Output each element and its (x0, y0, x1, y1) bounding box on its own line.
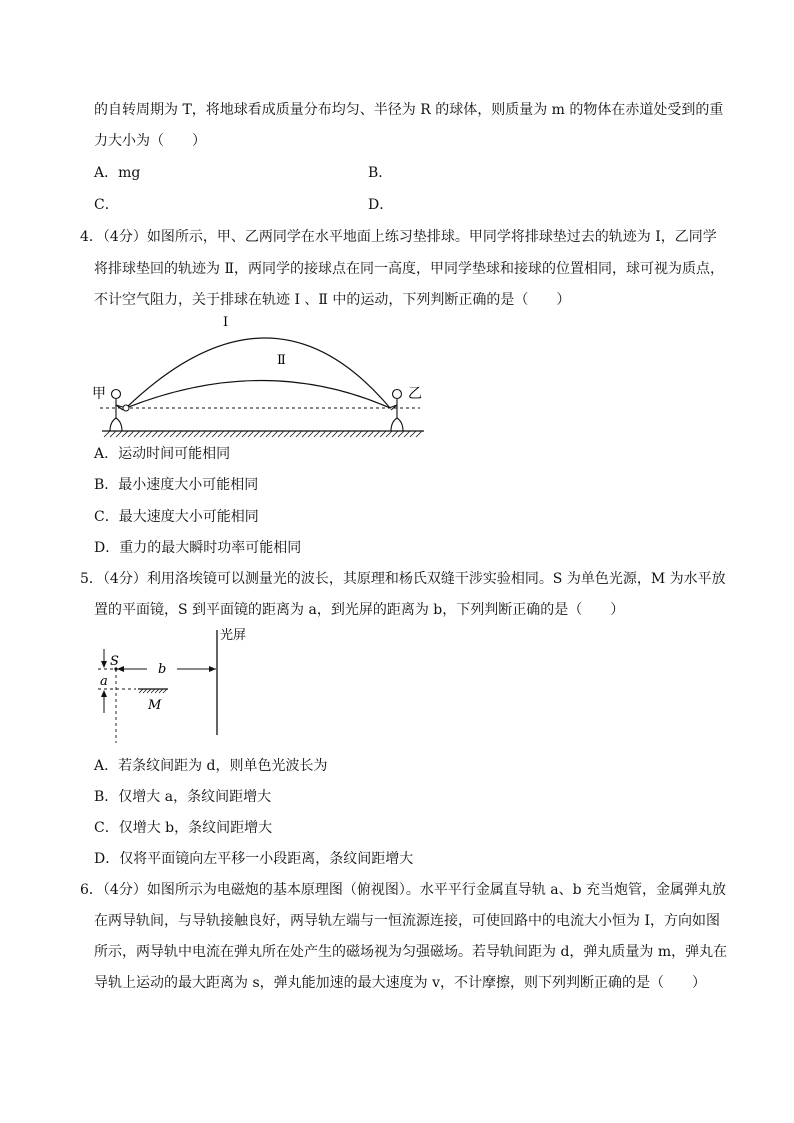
trajectory-II (126, 381, 390, 409)
q3-option-d: D． (368, 197, 394, 213)
q5-stem-line-2: 置的平面镜，S 到平面镜的距离为 a，到光屏的距离为 b，下列判断正确的是（ ） (94, 602, 625, 618)
q4-option-b: B．最小速度大小可能相同 (94, 477, 259, 493)
label-yi: 乙 (408, 386, 422, 402)
person-yi (389, 390, 403, 432)
q5-option-d: D．仅将平面镜向左平移一小段距离，条纹间距增大 (94, 851, 414, 867)
label-trajectory-I: Ⅰ (223, 315, 229, 330)
ground-hatching (104, 431, 422, 437)
q6-stem-line-2: 在两导轨间，与导轨接触良好，两导轨左端与一恒流源连接，可使回路中的电流大小恒为 I，方向如图 (94, 913, 720, 929)
label-a: a (100, 674, 108, 689)
label-M: M (148, 698, 162, 713)
q4-volleyball-figure (90, 308, 430, 438)
q5-option-a: A．若条纹间距为 d，则单色光波长为 (94, 758, 328, 774)
q4-option-c: C．最大速度大小可能相同 (94, 509, 259, 525)
q4-stem-line-2: 将排球垫回的轨迹为 Ⅱ，两同学的接球点在同一高度，甲同学垫球和接球的位置相同，球可视为质点， (94, 261, 724, 277)
q5-lloyd-mirror-figure (92, 625, 272, 750)
q6-stem-line-1: 6．（4分）如图所示为电磁炮的基本原理图（俯视图）。水平平行金属直导轨 a、b 充当炮管，金属弹丸放 (80, 882, 727, 898)
q5-option-c: C．仅增大 b，条纹间距增大 (94, 820, 273, 836)
q3-stem-line-1: 的自转周期为 T，将地球看成质量分布均匀、半径为 R 的球体，则质量为 m 的物体在赤道处受到的重 (94, 102, 724, 118)
label-trajectory-II: Ⅱ (277, 353, 286, 368)
q6-stem-line-4: 导轨上运动的最大距离为 s，弹丸能加速的最大速度为 v，不计摩擦，则下列判断正确的是（ ） (94, 975, 706, 991)
q4-stem-line-1: 4．（4分）如图所示，甲、乙两同学在水平地面上练习垫排球。甲同学将排球垫过去的轨迹为 Ⅰ，乙同学 (80, 229, 717, 245)
q4-option-d: D．重力的最大瞬时功率可能相同 (94, 540, 302, 556)
q5-option-b: B．仅增大 a，条纹间距增大 (94, 789, 272, 805)
label-screen: 光屏 (220, 628, 247, 643)
ball-jia (123, 405, 129, 411)
q3-option-b: B． (368, 165, 393, 181)
q5-stem-line-1: 5．（4分）利用洛埃镜可以测量光的波长，其原理和杨氏双缝干涉实验相同。S 为单色光源，M 为水平放 (80, 571, 726, 587)
label-S: S (110, 654, 119, 669)
q3-option-c: C． (94, 197, 119, 213)
q3-stem-line-2: 力大小为（ ） (94, 133, 206, 149)
label-b: b (158, 662, 167, 677)
q4-stem-line-3: 不计空气阻力，关于排球在轨迹 Ⅰ 、Ⅱ 中的运动，下列判断正确的是（ ） (94, 292, 571, 308)
q6-stem-line-3: 所示，两导轨中电流在弹丸所在处产生的磁场视为匀强磁场。若导轨间距为 d，弹丸质量为 m，弹丸在 (94, 944, 728, 960)
q3-option-a: A．mg (94, 165, 141, 181)
label-jia: 甲 (92, 386, 106, 402)
trajectory-I (126, 338, 390, 408)
q4-option-a: A．运动时间可能相同 (94, 446, 231, 462)
